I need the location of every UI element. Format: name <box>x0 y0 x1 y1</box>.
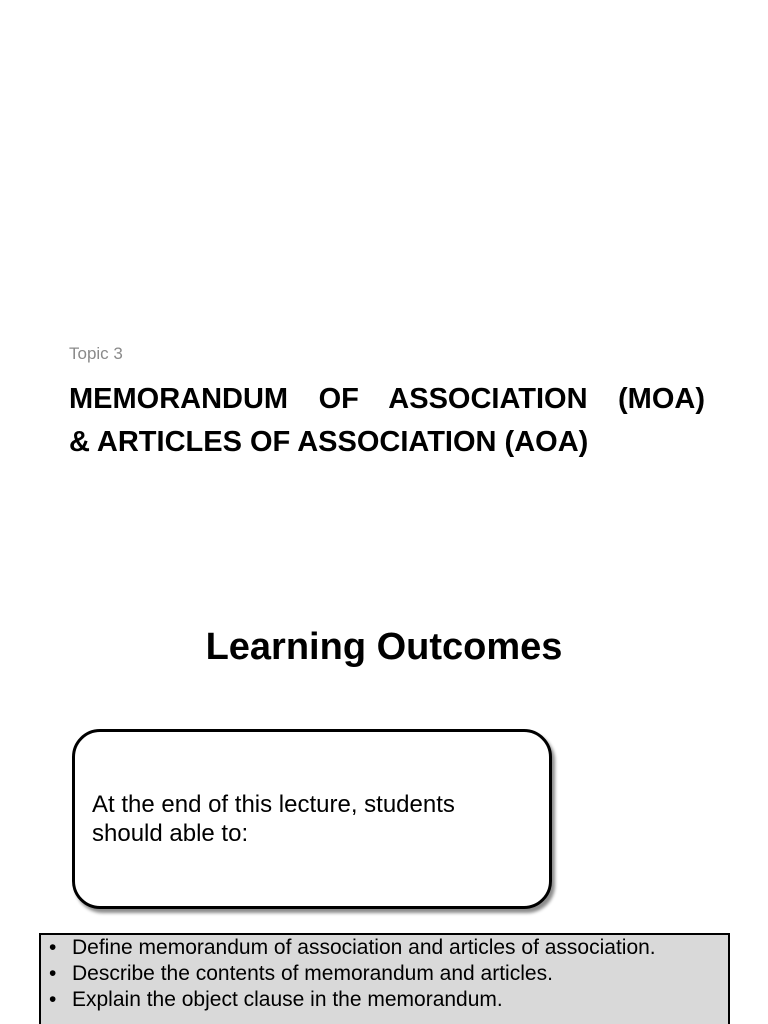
intro-text: At the end of this lecture, students should able to: <box>92 791 455 847</box>
topic-label: Topic 3 <box>69 344 123 363</box>
bullet-icon: • <box>49 936 57 959</box>
outcomes-list <box>47 935 723 1013</box>
bullet-icon: • <box>49 962 57 985</box>
slide-title <box>69 378 705 464</box>
outcome-item <box>47 935 723 961</box>
outcome-item <box>47 961 723 987</box>
outcomes-box <box>39 933 730 1024</box>
bullet-icon: • <box>49 988 57 1011</box>
outcome-text: Define memorandum of association and articles of association. <box>72 936 656 959</box>
outcome-item <box>47 987 723 1013</box>
outcome-text: Describe the contents of memorandum and articles. <box>72 962 553 985</box>
learning-outcomes-heading: Learning Outcomes <box>205 626 563 668</box>
slide-title-line-1: MEMORANDUM OF ASSOCIATION (MOA) <box>69 383 705 415</box>
slide-title-line-2: & ARTICLES OF ASSOCIATION (AOA) <box>69 426 589 458</box>
intro-callout-box <box>72 729 552 909</box>
outcome-text: Explain the object clause in the memorandum. <box>72 988 503 1011</box>
